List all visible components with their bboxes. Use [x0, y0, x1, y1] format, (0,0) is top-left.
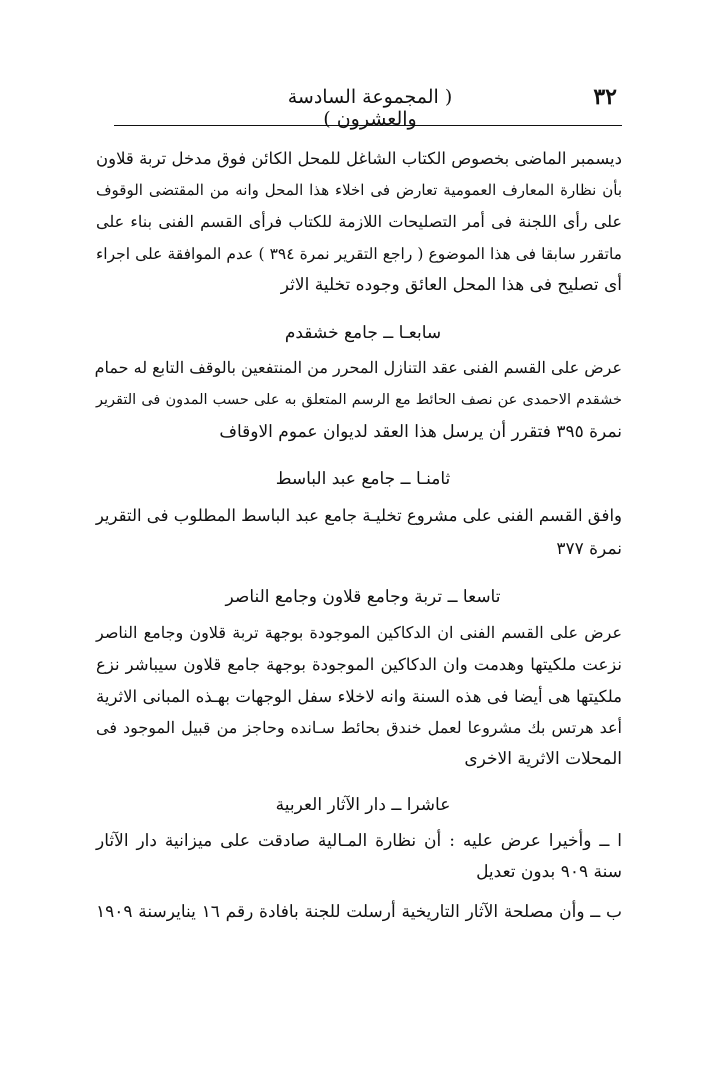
text-line: ا ــ وأخيرا عرض عليه : أن نظارة المـالية صادقت على ميزانية دار الآثار [96, 831, 622, 851]
section-heading: تاسعا ــ تربة وجامع قلاون وجامع الناصر [225, 587, 501, 607]
header-rule [114, 125, 622, 126]
text-line: ديسمبر الماضى بخصوص الكتاب الشاغل للمحل الكائن فوق مدخل تربة قلاون [96, 149, 622, 168]
page-number: ٣٢ [593, 84, 617, 110]
section-heading: سابعـا ــ جامع خشقدم [284, 323, 442, 343]
text-line: ماتقرر سابقا فى هذا الموضوع ( راجع التقرير نمرة ٣٩٤ ) عدم الموافقة على اجراء [96, 245, 622, 263]
text-line: أى تصليح فى هذا المحل العائق وجوده تخلية الاثر [280, 275, 622, 295]
text-line: نزعت ملكيتها وهدمت وان الدكاكين الموجودة بوجهة جامع قلاون سيباشر نزع [96, 655, 622, 674]
text-line: نمرة ٣٩٥ فتقرر أن يرسل هذا العقد لديوان عموم الاوقاف [219, 422, 622, 442]
text-line: المحلات الاثرية الاخرى [464, 749, 622, 769]
text-line: خشقدم الاحمدى عن نصف الحائط مع الرسم المتعلق به على حسب المدون فى التقرير [96, 392, 622, 408]
text-line: وافق القسم الفنى على مشروع تخليـة جامع عبد الباسط المطلوب فى التقرير [95, 506, 622, 525]
section-heading: ثامنـا ــ جامع عبد الباسط [275, 469, 451, 489]
running-header-title: ( المجموعة السادسة والعشرون ) [287, 86, 453, 130]
text-line: عرض على القسم الفنى ان الدكاكين الموجودة بوجهة تربة قلاون وجامع الناصر [96, 623, 622, 642]
section-heading: عاشرا ــ دار الآثار العربية [275, 795, 451, 815]
text-line: على رأى اللجنة فى أمر التصليحات اللازمة للكتاب فرأى القسم الفنى بناء على [96, 212, 622, 231]
text-line: نمرة ٣٧٧ [556, 539, 622, 559]
text-line: أعد هرتس بك مشروعا لعمل خندق بحائط سـانده وحاجز من قبيل الموجود فى [96, 718, 622, 737]
text-line: سنة ٩٠٩ بدون تعديل [476, 862, 622, 882]
text-line: بأن نظارة المعارف العمومية تعارض فى اخلاء هذا المحل وانه من المقتضى الوقوف [96, 181, 622, 199]
text-line: ملكيتها هى أيضا فى هذه السنة وانه لاخلاء سفل الوجهات بهـذه المبانى الاثرية [96, 687, 622, 706]
text-line: ب ــ وأن مصلحة الآثار التاريخية أرسلت للجنة بافادة رقم ١٦ ينايرسنة ١٩٠٩ [96, 902, 623, 922]
text-line: عرض على القسم الفنى عقد التنازل المحرر من المنتفعين بالوقف التابع له حمام [94, 358, 622, 377]
